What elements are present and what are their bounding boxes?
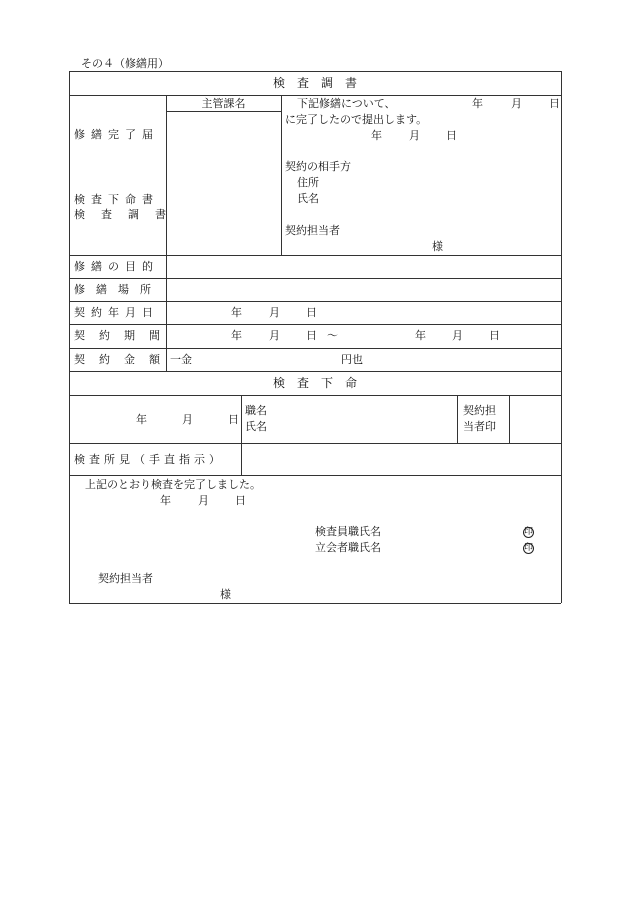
period-tilde: ～ [327,329,338,342]
label-contract-date: 契約年月日 [74,306,159,319]
officer-label: 契約担当者 [285,224,340,237]
notice-year: 年 [472,97,483,110]
order-post-label: 職名 [245,404,267,417]
label-amount: 契約金額 [74,353,174,366]
order-year: 年 [136,413,147,426]
page-title: 検 査 調 書 [272,76,357,90]
label-purpose: 修繕の目的 [74,260,159,273]
label-dept: 主管課名 [201,97,246,110]
submit-year: 年 [371,129,382,142]
contract-day: 日 [306,306,317,319]
witness-label: 立会者職氏名 [315,541,381,554]
footer-year: 年 [160,494,171,507]
label-completion: 修繕完了届 [74,128,159,141]
order-name-label: 氏名 [245,420,267,433]
address-label: 住所 [297,176,319,189]
label-order-doc: 検査下命書 [74,193,159,206]
period-end-year: 年 [415,329,426,342]
label-place: 修繕場所 [74,283,162,296]
notice-day: 日 [549,97,560,110]
amount-suffix: 円也 [341,353,363,366]
order-month: 月 [182,413,193,426]
contract-year: 年 [231,306,242,319]
footer-officer-sama: 様 [220,588,231,601]
label-findings: 検査所見（手直指示） [74,453,224,466]
footer-day: 日 [235,494,246,507]
submit-day: 日 [446,129,457,142]
footer-officer-label: 契約担当者 [98,572,153,585]
amount-prefix: 一金 [170,353,192,366]
period-start-year: 年 [231,329,242,342]
notice-line-2: に完了したので提出します。 [285,113,428,126]
period-end-month: 月 [452,329,463,342]
inspector-label: 検査員職氏名 [315,525,381,538]
period-end-day: 日 [489,329,500,342]
inspector-seal-mark: 印 [524,527,534,537]
witness-seal-mark: 印 [524,543,534,553]
seal-label-line-2: 当者印 [463,420,496,433]
counterparty-label: 契約の相手方 [285,160,351,173]
name-label: 氏名 [297,192,319,205]
submit-month: 月 [409,129,420,142]
footer-month: 月 [198,494,209,507]
completion-statement: 上記のとおり検査を完了しました。 [85,478,261,491]
seal-label-line-1: 契約担 [463,404,496,417]
label-contract-period: 契約期間 [74,329,174,342]
period-start-day: 日 [306,329,317,342]
order-day: 日 [228,413,239,426]
notice-month: 月 [511,97,522,110]
notice-line-1: 下記修繕について、 [297,97,396,110]
officer-sama: 様 [432,240,443,253]
order-section-title: 検 査 下 命 [272,376,357,390]
label-report-doc: 検査調書 [74,208,182,221]
period-start-month: 月 [269,329,280,342]
contract-month: 月 [269,306,280,319]
form-number: その４（修繕用） [81,57,169,70]
